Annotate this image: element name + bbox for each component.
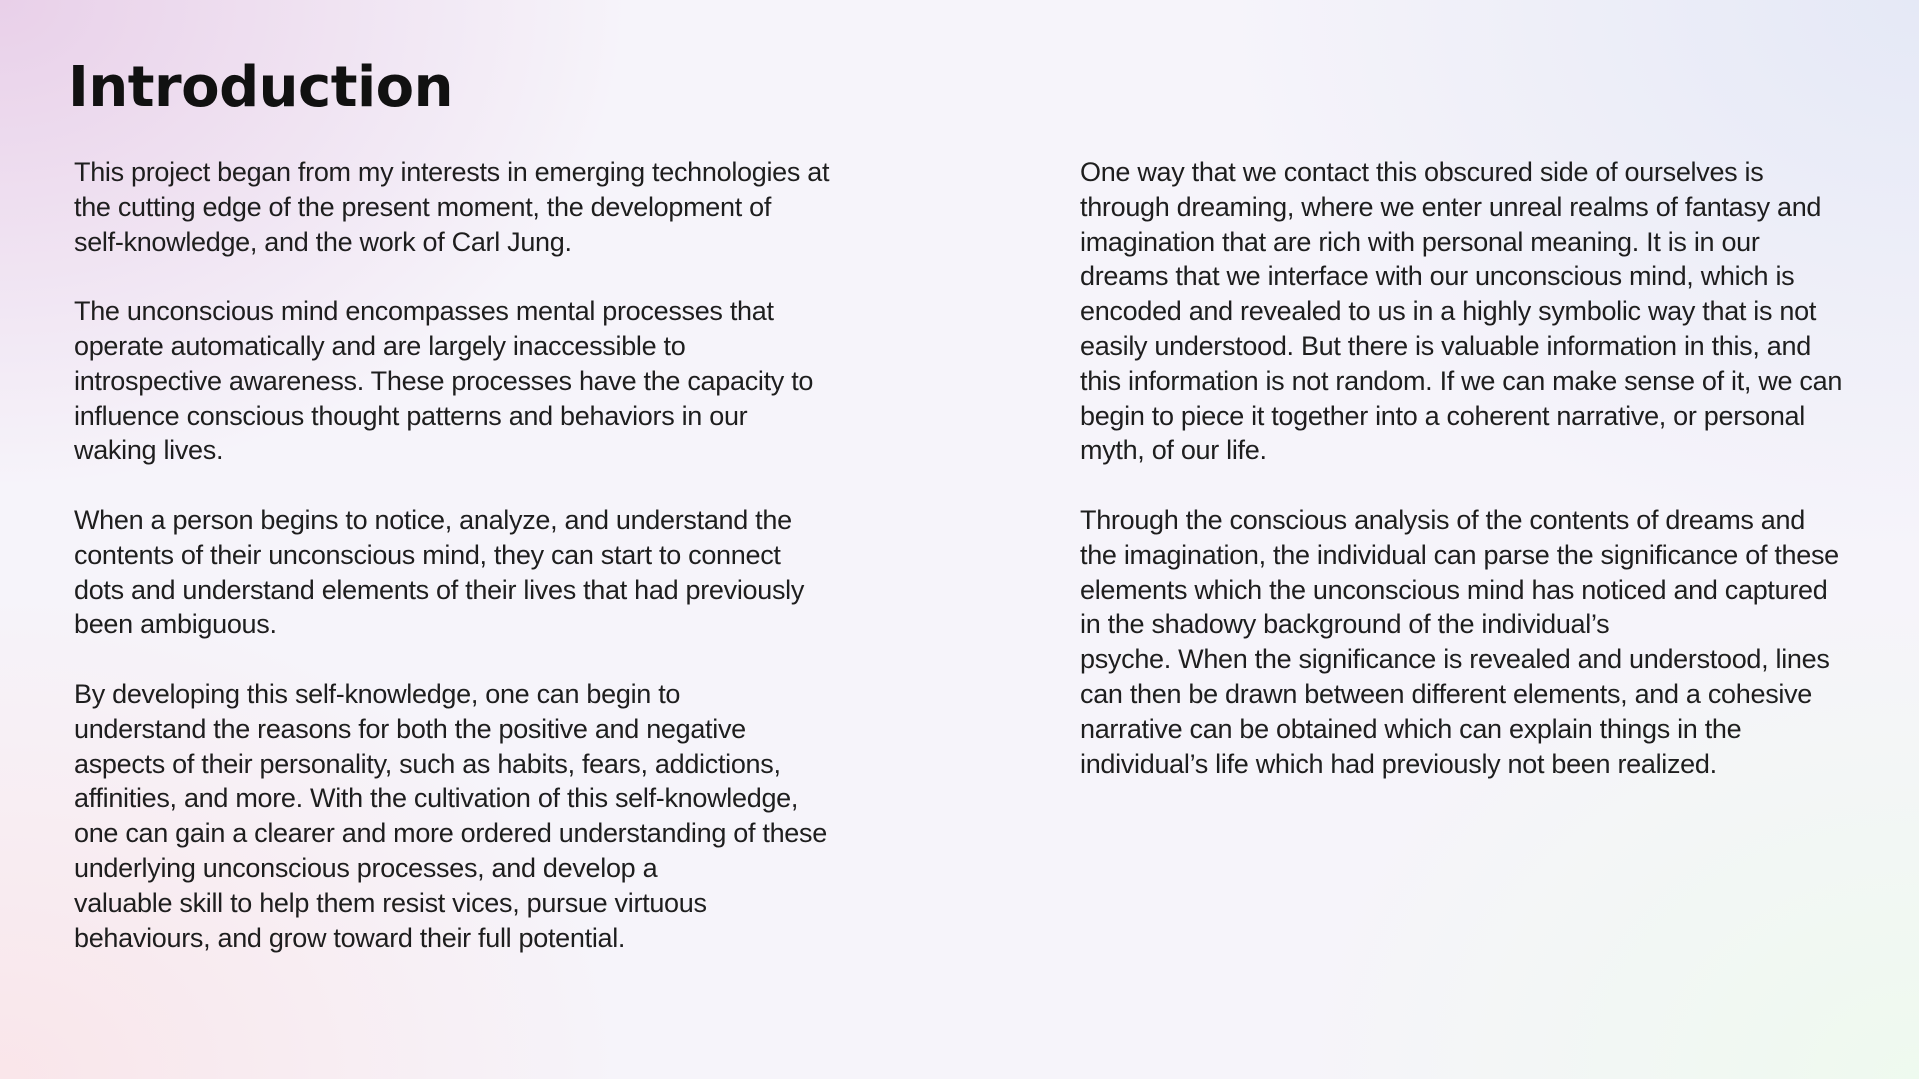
paragraph bbox=[74, 503, 844, 642]
paragraph bbox=[74, 677, 844, 955]
paragraph bbox=[74, 294, 844, 468]
text-line: can then be drawn between different elements, and a cohesive bbox=[1080, 678, 1813, 709]
text-line: One way that we contact this obscured side of ourselves is bbox=[1080, 157, 1764, 187]
left-column bbox=[74, 155, 844, 990]
text-line: influence conscious thought patterns and behaviors in our bbox=[74, 400, 748, 431]
text-line: affinities, and more. With the cultivation of this self-knowledge, bbox=[74, 783, 799, 814]
text-line: contents of their unconscious mind, they can start to connect bbox=[74, 539, 781, 570]
text-line: By developing this self-knowledge, one can begin to bbox=[74, 678, 681, 709]
text-line: When a person begins to notice, analyze, and understand the bbox=[74, 504, 792, 535]
text-line: behaviours, and grow toward their full potential. bbox=[74, 922, 626, 953]
text-line: individual’s life which had previously not been realized. bbox=[1080, 748, 1717, 779]
text-line: been ambiguous. bbox=[74, 609, 277, 640]
text-line: The unconscious mind encompasses mental processes that bbox=[74, 296, 774, 327]
text-line: the imagination, the individual can parse the significance of these bbox=[1080, 539, 1839, 570]
slide-title: Introduction bbox=[68, 55, 454, 120]
text-line: understand the reasons for both the positive and negative bbox=[74, 713, 746, 744]
text-line: dreams that we interface with our unconscious mind, which is bbox=[1080, 261, 1795, 292]
text-line: in the shadowy background of the individual’s bbox=[1080, 609, 1610, 640]
text-line: aspects of their personality, such as habits, fears, addictions, bbox=[74, 748, 781, 779]
text-line: myth, of our life. bbox=[1080, 435, 1267, 466]
text-line: the cutting edge of the present moment, the development of bbox=[74, 191, 772, 222]
text-line: waking lives. bbox=[74, 435, 224, 466]
text-line: This project began from my interests in emerging technologies at bbox=[74, 157, 830, 187]
text-line: Through the conscious analysis of the contents of dreams and bbox=[1080, 504, 1805, 535]
text-line: dots and understand elements of their lives that had previously bbox=[74, 574, 805, 605]
paragraph bbox=[74, 155, 844, 259]
text-line: narrative can be obtained which can explain things in the bbox=[1080, 713, 1742, 744]
text-line: operate automatically and are largely inaccessible to bbox=[74, 330, 686, 361]
text-line: valuable skill to help them resist vices, pursue virtuous bbox=[74, 887, 707, 918]
text-line: this information is not random. If we can make sense of it, we can bbox=[1080, 365, 1843, 396]
paragraph bbox=[1080, 503, 1860, 781]
text-line: elements which the unconscious mind has noticed and captured bbox=[1080, 574, 1828, 605]
right-column bbox=[1080, 155, 1860, 816]
text-line: psyche. When the significance is revealed and understood, lines bbox=[1080, 644, 1830, 675]
text-line: imagination that are rich with personal meaning. It is in our bbox=[1080, 226, 1760, 257]
paragraph bbox=[1080, 155, 1860, 468]
text-line: encoded and revealed to us in a highly symbolic way that is not bbox=[1080, 296, 1817, 327]
text-line: begin to piece it together into a coherent narrative, or personal bbox=[1080, 400, 1805, 431]
text-line: self-knowledge, and the work of Carl Jung. bbox=[74, 226, 572, 257]
text-line: introspective awareness. These processes have the capacity to bbox=[74, 365, 814, 396]
text-line: easily understood. But there is valuable information in this, and bbox=[1080, 330, 1811, 361]
text-line: one can gain a clearer and more ordered understanding of these bbox=[74, 818, 827, 849]
text-line: underlying unconscious processes, and develop a bbox=[74, 852, 658, 883]
text-line: through dreaming, where we enter unreal realms of fantasy and bbox=[1080, 191, 1822, 222]
